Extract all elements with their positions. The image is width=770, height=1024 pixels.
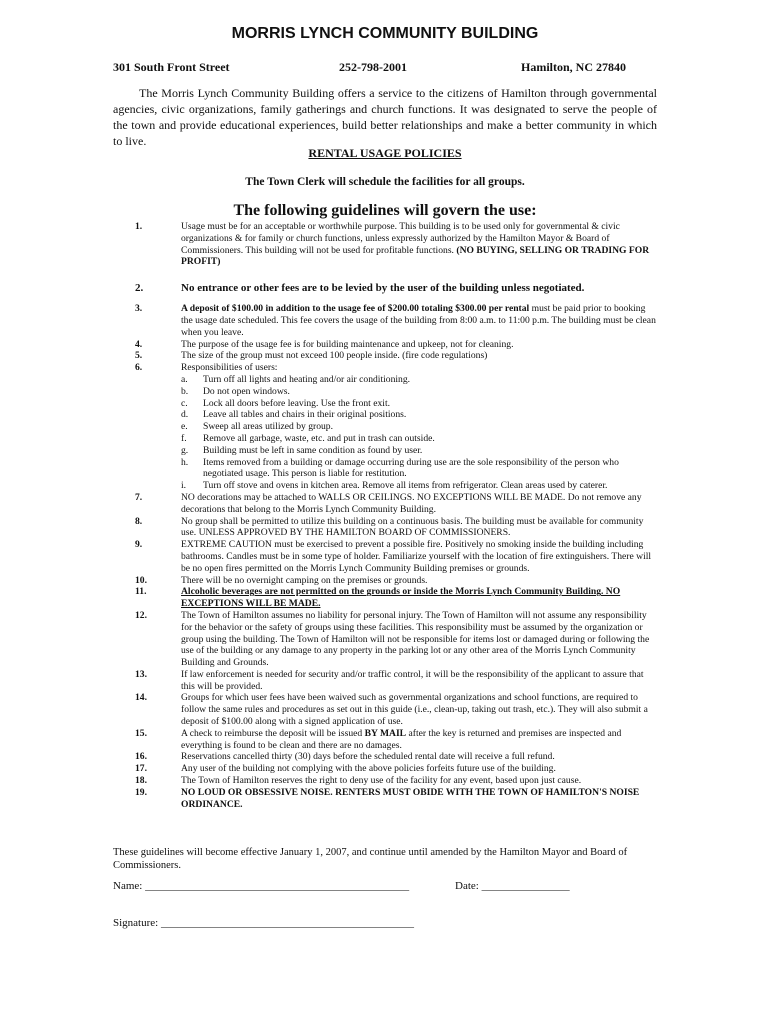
sub-item: c. Lock all doors before leaving. Use the front exit. [181, 397, 391, 409]
rule-2: 2. No entrance or other fees are to be levied by the user of the building unless negotiated. [135, 282, 585, 295]
signature-field[interactable]: Signature: ______________________________________________ [113, 917, 414, 929]
rules-list [113, 221, 658, 810]
rule-11: 11. Alcoholic beverages are not permitted on the grounds or inside the Morris Lynch Community Building. NO EXCEPTIONS WILL BE MADE. [135, 586, 621, 610]
page-title: MORRIS LYNCH COMMUNITY BUILDING [231, 25, 539, 42]
rule-6: 6. Responsibilities of users: a. Turn off all lights and heating and/or air conditioning. b. Do not open windows. c. Lock all doors before leaving. Use the front exit. d. Leave all tables and chairs in their original positions. e. Sweep all areas utilized by group. f. Remove all garbage, waste, etc. and put in trash can outside. g. Building must be left in same condition as found by user. h. Items removed from a building or damage occurring during use are the sole responsibility of the person who negotiated usage. This person is liable for restitution. i. Turn off stove and ovens in kitchen area. Remove all items from refrigerator. Clean areas used by caterer. [113, 362, 658, 492]
rule-15: 15. A check to reimburse the deposit will be issued BY MAIL after the key is returned and premises are inspected and everything is found to be clean and there are no damages. [135, 727, 622, 751]
rule-9: 9. EXTREME CAUTION must be exercised to prevent a possible fire. Positively no smoking inside the building including bathrooms. Candles must be in some type of holder. Familiarize yourself with the location of fire extinguishers. There will be no open fires permitted on the Morris Lynch Community Building premises or grounds. [135, 539, 652, 574]
sub-item: b. Do not open windows. [181, 385, 290, 397]
street-address: 301 South Front Street [113, 60, 230, 74]
rule-10: 10. There will be no overnight camping on the premises or grounds. [135, 574, 428, 586]
policies-heading: RENTAL USAGE POLICIES [308, 146, 462, 160]
rule-19: 19. NO LOUD OR OBSESSIVE NOISE. RENTERS MUST OBIDE WITH THE TOWN OF HAMILTON'S NOISE ORDINANCE. [135, 786, 640, 810]
sub-item: a. Turn off all lights and heating and/or air conditioning. [181, 373, 411, 385]
rule-14: 14. Groups for which user fees have been waived such as governmental organizations and school functions, are required to follow the same rules and procedures as set out in this guide (i.e., clean-up, taking out trash, etc.). They will also submit a deposit of $100.00 along with a signed application of use. [135, 692, 648, 728]
rule-3: 3. A deposit of $100.00 in addition to the usage fee of $200.00 totaling $300.00 per rental must be paid prior to booking the usage date scheduled. This fee covers the usage of the building from 8:00 a.m. to 11:00 p.m. The building must be clean when you leave. [135, 303, 656, 338]
rule-7: 7. NO decorations may be attached to WALLS OR CEILINGS. NO EXCEPTIONS WILL BE MADE. Do not remove any decorations that belong to the Morris Lynch Community Building. [135, 491, 642, 515]
rule-4: 4. The purpose of the usage fee is for building maintenance and upkeep, not for cleaning. [135, 338, 514, 350]
phone-number: 252-798-2001 [339, 60, 407, 74]
date-field[interactable]: Date: ________________ [455, 880, 570, 892]
clerk-note: The Town Clerk will schedule the facilities for all groups. [245, 176, 525, 188]
rule-5: 5. The size of the group must not exceed 100 people inside. (fire code regulations) [135, 350, 488, 362]
sub-item: e. Sweep all areas utilized by group. [181, 421, 334, 433]
city-state-zip: Hamilton, NC 27840 [521, 60, 626, 74]
rule-12: 12. The Town of Hamilton assumes no liability for personal injury. The Town of Hamilton will not assume any responsibility for the behavior or the safety of groups using these facilities. This responsibility must be assumed by the organization or group using the building. The Town of Hamilton will not be responsible for items lost or damaged during or following the use of the building or any damage to any property in the parking lot or any other area of the Morris Lynch Community Building and Grounds. [135, 609, 650, 669]
guidelines-heading: The following guidelines will govern the use: [233, 202, 537, 219]
sub-item: f. Remove all garbage, waste, etc. and put in trash can outside. [181, 432, 435, 444]
rule-17: 17. Any user of the building not complying with the above policies forfeits future use of the building. [135, 763, 556, 775]
name-field[interactable]: Name: ________________________________________________ [113, 880, 410, 892]
sub-item: d. Leave all tables and chairs in their original positions. [181, 409, 407, 421]
rule-18: 18. The Town of Hamilton reserves the right to deny use of the facility for any event, based upon just cause. [135, 775, 582, 787]
rule-16: 16. Reservations cancelled thirty (30) days before the scheduled rental date will receive a full refund. [135, 751, 555, 763]
sub-item: g. Building must be left in same condition as found by user. [181, 444, 423, 456]
sub-item: i. Turn off stove and ovens in kitchen area. Remove all items from refrigerator. Clean areas used by caterer. [181, 480, 608, 492]
rule-1: 1. Usage must be for an acceptable or worthwhile purpose. This building is to be used only for governmental & civic organizations & for family or church functions, unless expressly authorized by the Hamilton Mayor & Board of Commissioners. This building will not be used for profitable functions. (NO BUYING, SELLING OR TRADING FOR PROFIT) [135, 221, 650, 268]
sub-item: h. Items removed from a building or damage occurring during use are the sole responsibility of the person who negotiated usage. This person is liable for restitution. [181, 456, 619, 480]
effective-statement: These guidelines will become effective January 1, 2007, and continue until amended by the Hamilton Mayor and Board of Commissioners. [113, 847, 628, 871]
intro-paragraph: The Morris Lynch Community Building offers a service to the citizens of Hamilton through governmental agencies, civic organizations, family gatherings and church functions. It was designated to serve the people of the town and provide educational experiences, build better relationships and make a better community in which to live. [113, 86, 657, 148]
rule-8: 8. No group shall be permitted to utilize this building on a continuous basis. The building must be available for community use. UNLESS APPROVED BY THE HAMILTON BOARD OF COMMISSIONERS. [135, 515, 644, 539]
rule-13: 13. If law enforcement is needed for security and/or traffic control, it will be the responsibility of the applicant to assure that this will be provided. [135, 668, 644, 692]
